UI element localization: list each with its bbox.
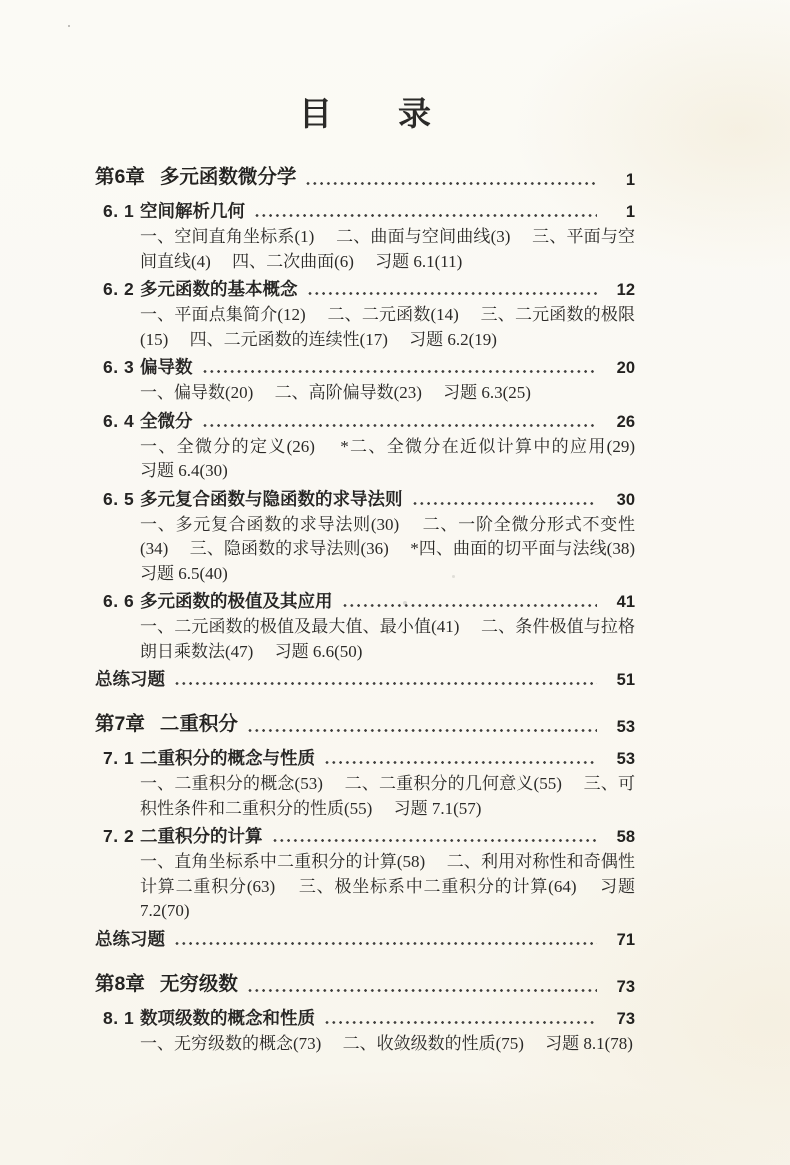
toc-row-summary-7 [95,927,635,951]
toc-row-summary-6 [95,667,635,691]
section-detail: 一、平面点集简介(12) 二、二元函数(14) 三、二元函数的极限(15) 四、二元函数的连续性(17) 习题 6.2(19) [140,305,635,349]
dot-leader [306,182,597,185]
scan-speck [68,25,70,27]
chapter-title: 二重积分 [159,713,238,735]
section-title: 二重积分的概念与性质 [140,748,315,768]
dot-leader [203,370,598,373]
page-number: 1 [625,171,635,189]
dot-leader [175,942,597,945]
dot-leader [248,729,597,732]
toc-row-section-6-5 [95,487,635,511]
chapter-title: 无穷级数 [159,972,238,995]
section-detail: 一、多元复合函数的求导法则(30) 二、一阶全微分形式不变性(34) 三、隐函数的求导法则(36) *四、曲面的切平面与法线(38) 习题 6.5(40) [140,514,657,583]
chapter-label: 第6章 [95,166,145,188]
dot-leader [255,214,597,217]
toc-row-section-6-1 [95,199,635,223]
dot-leader [343,604,598,607]
toc-row-section-6-2 [95,277,635,301]
section-title: 多元复合函数与隐函数的求导法则 [140,488,403,509]
page-number: 53 [616,750,635,768]
section-title: 数项级数的概念和性质 [140,1007,315,1028]
section-detail: 一、无穷级数的概念(73) 二、收敛级数的性质(75) 习题 8.1(78) [140,1033,633,1053]
toc-row-chapter-7 [95,711,635,738]
section-detail: 一、二元函数的极值及最大值、最小值(41) 二、条件极值与拉格朗日乘数法(47) 习题 6.6(50) [140,617,635,661]
section-number: 7. 2 [103,826,135,846]
dot-leader [203,424,598,427]
dot-leader [273,839,598,842]
toc-row-chapter-6 [95,164,635,191]
dot-leader [325,761,597,764]
dot-leader [308,292,598,295]
page-number: 30 [616,490,635,509]
section-title: 偏导数 [140,357,193,377]
chapter-label: 第7章 [95,713,145,735]
chapter-label: 第8章 [95,972,145,995]
section-detail: 一、二重积分的概念(53) 二、二重积分的几何意义(55) 三、可积性条件和二重积分的性质(55) 习题 7.1(57) [140,774,635,818]
dot-leader [413,502,598,505]
section-title: 空间解析几何 [140,201,245,221]
section-number: 6. 4 [103,410,135,431]
toc-row-section-7-1 [95,746,635,770]
section-number: 6. 6 [103,591,135,611]
toc-row-section-8-1 [95,1006,635,1030]
page-number: 20 [616,359,635,377]
toc-page [95,95,657,1056]
page-number: 73 [616,1009,635,1028]
summary-title: 总练习题 [95,669,165,689]
section-title: 二重积分的计算 [140,826,263,846]
section-detail: 一、空间直角坐标系(1) 二、曲面与空间曲线(3) 三、平面与空间直线(4) 四、二次曲面(6) 习题 6.1(11) [140,227,635,271]
toc-row-section-6-4 [95,409,635,433]
page-number: 58 [616,828,635,846]
page-number: 51 [616,671,635,689]
page-number: 71 [616,930,635,949]
section-title: 全微分 [140,410,193,431]
dot-leader [175,682,597,685]
section-detail: 一、直角坐标系中二重积分的计算(58) 二、利用对称性和奇偶性计算二重积分(63) 三、极坐标系中二重积分的计算(64) 习题 7.2(70) [140,852,635,920]
page-number: 12 [616,281,635,299]
section-number: 6. 5 [103,488,135,509]
section-number: 7. 1 [103,748,135,768]
page-number: 73 [616,977,635,996]
page-number: 26 [616,412,635,431]
page-number: 1 [625,203,635,221]
dot-leader [325,1021,597,1024]
chapter-title: 多元函数微分学 [159,166,297,188]
section-number: 8. 1 [103,1007,135,1028]
section-detail: 一、偏导数(20) 二、高阶偏导数(23) 习题 6.3(25) [140,383,531,402]
toc-row-chapter-8 [95,971,635,998]
section-detail: 一、全微分的定义(26) *二、全微分在近似计算中的应用(29) 习题 6.4(30) [140,436,657,480]
toc-row-section-7-2 [95,824,635,848]
summary-title: 总练习题 [95,928,165,949]
page-number: 41 [616,593,635,611]
section-number: 6. 3 [103,357,135,377]
toc-row-section-6-3 [95,355,635,379]
section-title: 多元函数的极值及其应用 [140,591,333,611]
section-number: 6. 2 [103,279,135,299]
toc-row-section-6-6 [95,589,635,613]
page-title: 目 录 [299,95,431,132]
section-title: 多元函数的基本概念 [140,279,298,299]
section-number: 6. 1 [103,201,135,221]
page-number: 53 [616,718,635,736]
dot-leader [248,989,597,992]
